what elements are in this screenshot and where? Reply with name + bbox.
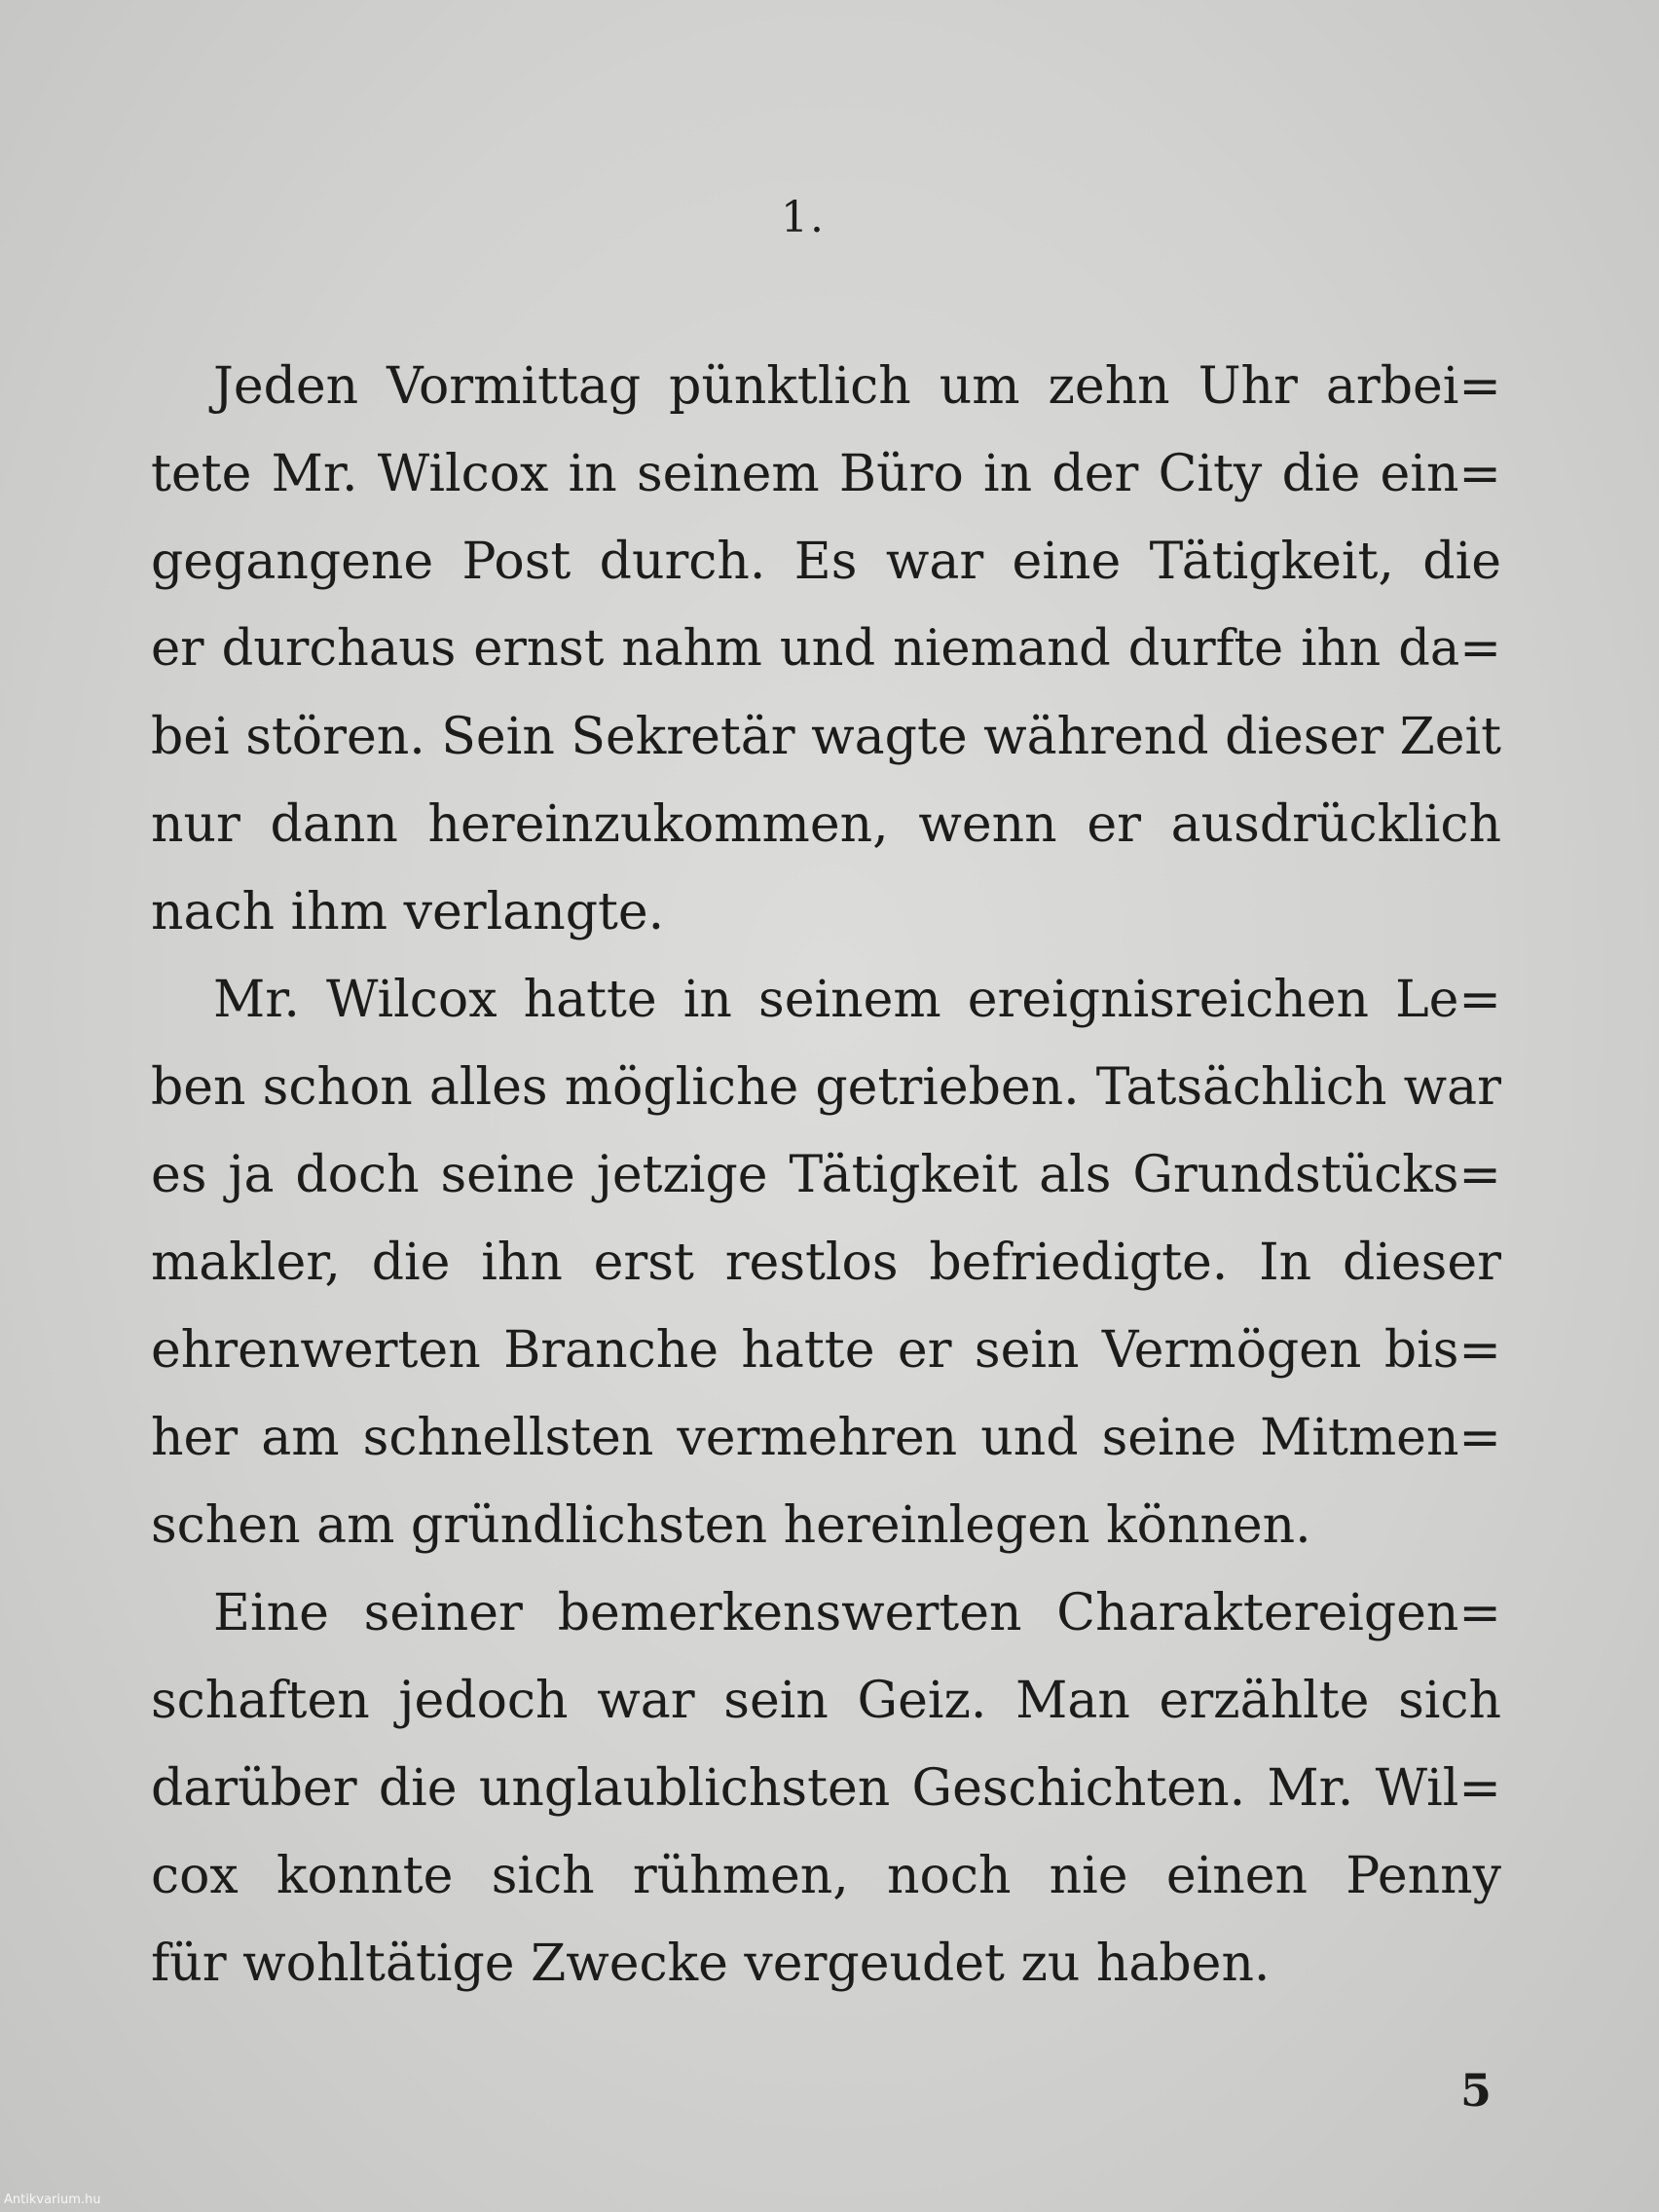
text-line: für wohltätige Zwecke vergeudet zu haben. bbox=[151, 1935, 1271, 1993]
text-line: Mr. Wilcox hatte in seinem ereignisreichen Le= bbox=[213, 971, 1501, 1029]
text-line: tete Mr. Wilcox in seinem Büro in der City die ein= bbox=[151, 445, 1501, 503]
text-line: nach ihm verlangte. bbox=[151, 883, 665, 941]
paragraph-2 bbox=[151, 956, 1501, 1569]
text-line: darüber die unglaublichsten Geschichten. Mr. Wil= bbox=[151, 1759, 1501, 1818]
text-line: ben schon alles mögliche getrieben. Tatsächlich war bbox=[151, 1058, 1501, 1117]
text-line: bei stören. Sein Sekretär wagte während dieser Zeit bbox=[151, 708, 1501, 766]
text-line: Jeden Vormittag pünktlich um zehn Uhr arbei= bbox=[213, 357, 1501, 416]
text-line: es ja doch seine jetzige Tätigkeit als Grundstücks= bbox=[151, 1146, 1501, 1204]
text-line: schaften jedoch war sein Geiz. Man erzählte sich bbox=[151, 1672, 1501, 1730]
text-line: Eine seiner bemerkenswerten Charaktereigen= bbox=[213, 1584, 1501, 1642]
text-line: cox konnte sich rühmen, noch nie einen Penny bbox=[151, 1847, 1501, 1905]
paragraph-1 bbox=[151, 343, 1501, 956]
text-line: her am schnellsten vermehren und seine Mitmen= bbox=[151, 1409, 1501, 1467]
body-text bbox=[151, 343, 1501, 2008]
text-line: makler, die ihn erst restlos befriedigte. In dieser bbox=[151, 1234, 1501, 1292]
chapter-number: 1. bbox=[781, 193, 826, 242]
text-line: nur dann hereinzukommen, wenn er ausdrücklich bbox=[151, 795, 1501, 854]
text-line: er durchaus ernst nahm und niemand durfte ihn da= bbox=[151, 620, 1501, 678]
page-number: 5 bbox=[1460, 2064, 1493, 2117]
watermark: Antikvarium.hu bbox=[4, 2193, 101, 2207]
text-line: schen am gründlichsten hereinlegen können. bbox=[151, 1496, 1311, 1555]
paragraph-3 bbox=[151, 1569, 1501, 2008]
text-line: ehrenwerten Branche hatte er sein Vermögen bis= bbox=[151, 1321, 1501, 1380]
text-line: gegangene Post durch. Es war eine Tätigkeit, die bbox=[151, 533, 1501, 591]
